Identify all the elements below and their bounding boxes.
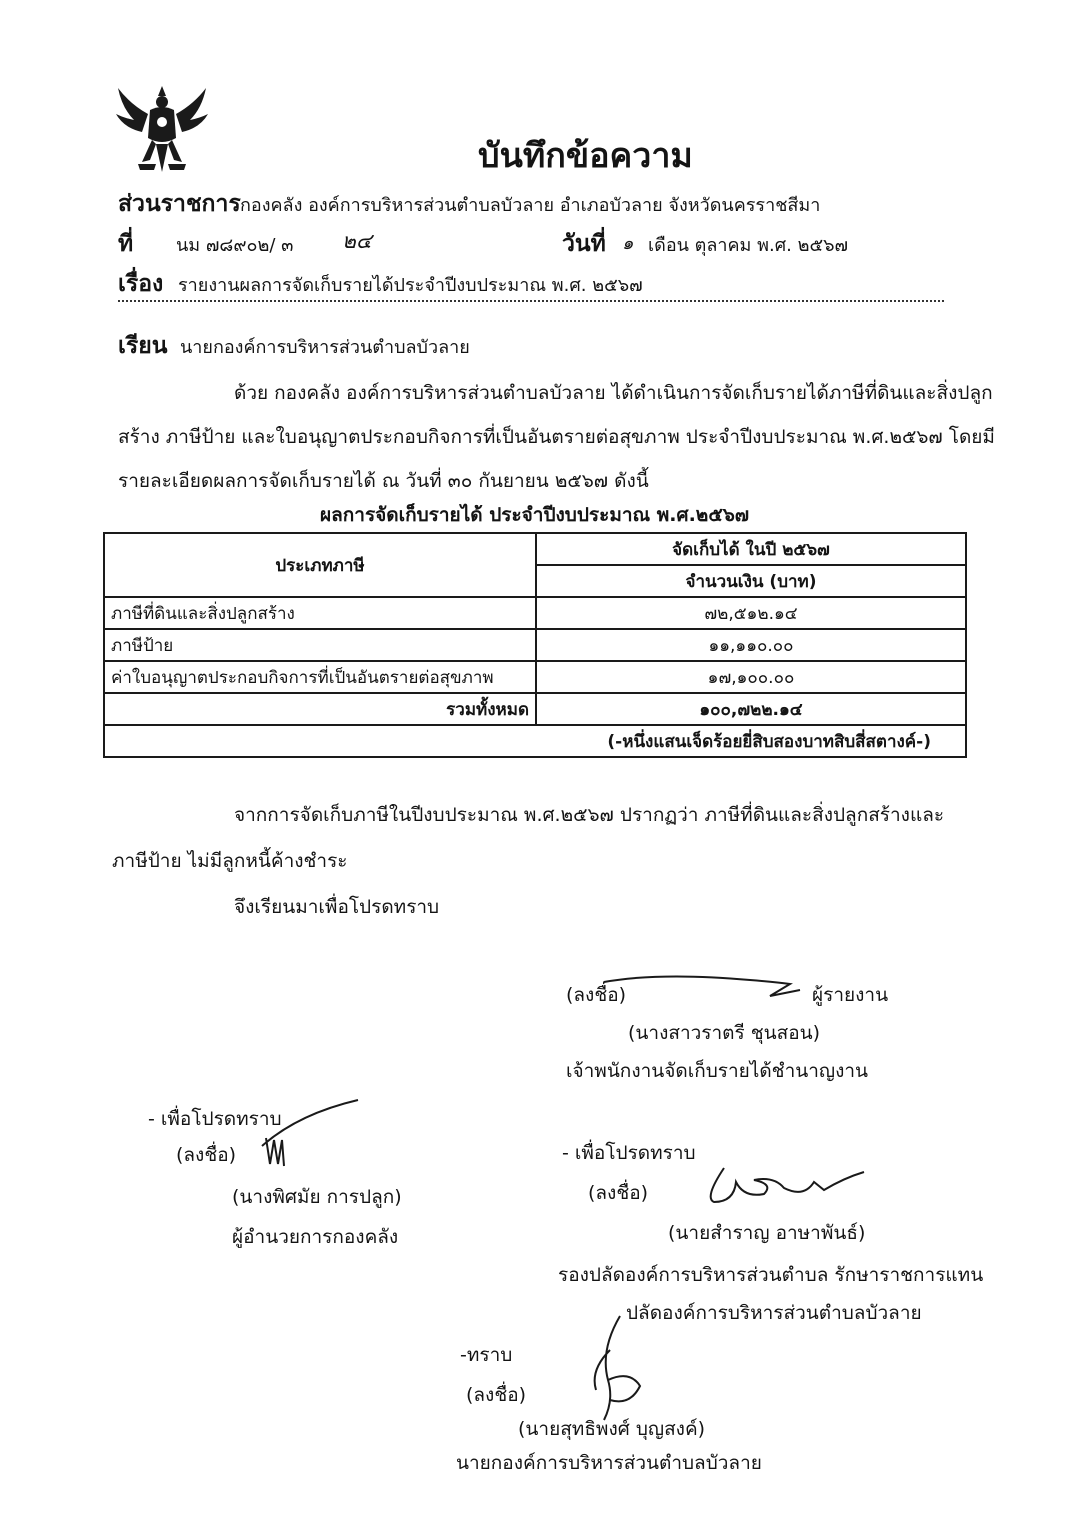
total-row (104, 693, 966, 725)
dept-value: กองคลัง องค์การบริหารส่วนตำบลบัวลาย อำเภอบัวลาย จังหวัดนครราชสีมา (240, 195, 821, 216)
para2-line1: จากการจัดเก็บภาษีในปีงบประมาณ พ.ศ.๒๕๖๗ ปรากฏว่า ภาษีที่ดินและสิ่งปลูกสร้างและ (234, 804, 945, 826)
to-value: นายกองค์การบริหารส่วนตำบลบัวลาย (180, 337, 470, 358)
row-label: ภาษีป้าย (104, 629, 536, 661)
reporter-position: เจ้าพนักงานจัดเก็บรายได้ชำนาญงาน (566, 1060, 869, 1082)
reporter-role: ผู้รายงาน (812, 984, 889, 1006)
row-amount: ๑๑,๑๑๐.๐๐ (536, 629, 966, 661)
row-amount: ๗๒,๕๑๒.๑๔ (536, 597, 966, 629)
dept-label: ส่วนราชการ (118, 191, 241, 217)
para1-line2: สร้าง ภาษีป้าย และใบอนุญาตประกอบกิจการที่เป็นอันตรายต่อสุขภาพ ประจำปีงบประมาณ พ.ศ.๒๕๖๗ โดยมี (118, 426, 995, 448)
deputy-sign-prefix: (ลงชื่อ) (588, 1182, 649, 1204)
total-amount: ๑๐๐,๗๒๒.๑๔ (536, 693, 966, 725)
finance-sign-prefix: (ลงชื่อ) (176, 1144, 237, 1166)
deputy-signature (694, 1158, 874, 1214)
para1-line3: รายละเอียดผลการจัดเก็บรายได้ ณ วันที่ ๓๐ กันยายน ๒๕๖๗ ดังนี้ (118, 470, 649, 492)
col-header-collected: จัดเก็บได้ ในปี ๒๕๖๗ (536, 533, 966, 565)
table-row (104, 629, 966, 661)
finance-position: ผู้อำนวยการกองคลัง (232, 1226, 399, 1248)
reporter-signature (600, 966, 810, 1002)
table-row (104, 661, 966, 693)
table-row (104, 597, 966, 629)
row-amount: ๑๗,๑๐๐.๐๐ (536, 661, 966, 693)
row-label: ค่าใบอนุญาตประกอบกิจการที่เป็นอันตรายต่อสุขภาพ (104, 661, 536, 693)
garuda-emblem (112, 80, 212, 180)
mayor-position: นายกองค์การบริหารส่วนตำบลบัวลาย (456, 1452, 762, 1474)
deputy-position-line1: รองปลัดองค์การบริหารส่วนตำบล รักษาราชการแทน (558, 1264, 984, 1286)
doc-number-value: นม ๗๘๙๐๒/ ๓ (176, 235, 294, 256)
total-label: รวมทั้งหมด (104, 693, 536, 725)
finance-note: - เพื่อโปรดทราบ (148, 1108, 282, 1130)
doc-number-label: ที่ (118, 231, 134, 257)
total-words-row (104, 725, 966, 757)
subject-value: รายงานผลการจัดเก็บรายได้ประจำปีงบประมาณ พ.ศ. ๒๕๖๗ (178, 275, 643, 296)
row-label: ภาษีที่ดินและสิ่งปลูกสร้าง (104, 597, 536, 629)
header-divider (118, 300, 944, 302)
to-label: เรียน (118, 333, 168, 359)
deputy-note: - เพื่อโปรดทราบ (562, 1142, 696, 1164)
doc-number-handwritten: ๒๔ (342, 229, 372, 253)
subject-label: เรื่อง (118, 271, 164, 297)
date-value: เดือน ตุลาคม พ.ศ. ๒๕๖๗ (648, 235, 849, 256)
col-header-amount: จำนวนเงิน (บาท) (536, 565, 966, 597)
para2-line2: ภาษีป้าย ไม่มีลูกหนี้ค้างชำระ (112, 850, 348, 872)
finance-signature (258, 1094, 368, 1174)
reporter-sign-prefix: (ลงชื่อ) (566, 984, 627, 1006)
memo-title: บันทึกข้อความ (478, 136, 693, 176)
table-title: ผลการจัดเก็บรายได้ ประจำปีงบประมาณ พ.ศ.๒๕๖๗ (320, 504, 750, 526)
para1-line1: ด้วย กองคลัง องค์การบริหารส่วนตำบลบัวลาย ได้ดำเนินการจัดเก็บรายได้ภาษีที่ดินและสิ่งปลูก (234, 382, 993, 404)
mayor-sign-prefix: (ลงชื่อ) (466, 1384, 527, 1406)
mayor-signature (580, 1310, 660, 1430)
reporter-name: (นางสาวราตรี ชุนสอน) (628, 1022, 821, 1044)
col-header-tax-type: ประเภทภาษี (104, 533, 536, 597)
mayor-name: (นายสุทธิพงศ์ บุญสงค์) (518, 1418, 706, 1440)
deputy-position-line2: ปลัดองค์การบริหารส่วนตำบลบัวลาย (626, 1302, 922, 1324)
finance-name: (นางพิศมัย การปลูก) (232, 1186, 402, 1208)
total-words: (-หนึ่งแสนเจ็ดร้อยยี่สิบสองบาทสิบสี่สตางค์-) (104, 725, 966, 757)
closing-line: จึงเรียนมาเพื่อโปรดทราบ (234, 896, 440, 918)
mayor-note: -ทราบ (460, 1344, 513, 1366)
deputy-name: (นายสำราญ อาษาพันธ์) (668, 1222, 866, 1244)
date-day-handwritten: ๑ (622, 233, 634, 254)
revenue-table (103, 532, 967, 758)
date-label: วันที่ (562, 231, 606, 257)
